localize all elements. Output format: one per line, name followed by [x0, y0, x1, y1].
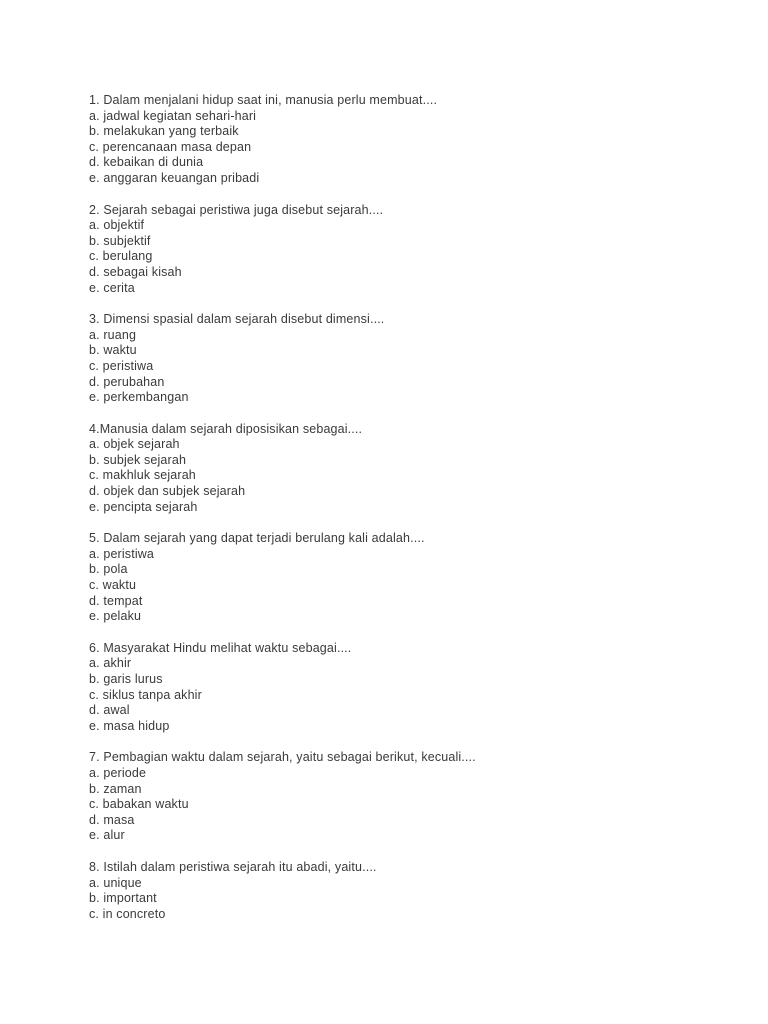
- option-c: c. babakan waktu: [89, 797, 189, 812]
- option-b: b. pola: [89, 562, 128, 577]
- option-d: d. awal: [89, 703, 130, 718]
- option-e: e. anggaran keuangan pribadi: [89, 170, 260, 185]
- option-e: e. pelaku: [89, 609, 142, 624]
- question-5: [89, 531, 729, 625]
- question-text: 6. Masyarakat Hindu melihat waktu sebagai....: [89, 640, 352, 655]
- question-3: [89, 312, 729, 406]
- option-d: d. tempat: [89, 593, 143, 608]
- question-1: [89, 93, 729, 187]
- option-b: b. subjek sejarah: [89, 452, 187, 467]
- option-d: d. sebagai kisah: [89, 264, 182, 279]
- option-b: b. important: [89, 891, 157, 906]
- option-d: d. objek dan subjek sejarah: [89, 484, 246, 499]
- question-text: 4.Manusia dalam sejarah diposisikan sebagai....: [89, 421, 363, 436]
- document-page: [89, 93, 729, 938]
- option-a: a. periode: [89, 765, 147, 780]
- question-text: 7. Pembagian waktu dalam sejarah, yaitu sebagai berikut, kecuali....: [89, 750, 476, 765]
- option-b: b. waktu: [89, 343, 137, 358]
- option-d: d. kebaikan di dunia: [89, 155, 204, 170]
- option-c: c. waktu: [89, 578, 137, 593]
- option-a: a. ruang: [89, 327, 137, 342]
- option-a: a. objek sejarah: [89, 437, 180, 452]
- option-c: c. perencanaan masa depan: [89, 139, 252, 154]
- question-7: [89, 750, 729, 844]
- question-8: [89, 860, 729, 922]
- option-a: a. objektif: [89, 218, 145, 233]
- option-e: e. masa hidup: [89, 718, 170, 733]
- question-4: [89, 422, 729, 516]
- option-a: a. jadwal kegiatan sehari-hari: [89, 108, 257, 123]
- option-c: c. in concreto: [89, 906, 166, 921]
- option-e: e. pencipta sejarah: [89, 499, 198, 514]
- option-c: c. peristiwa: [89, 358, 154, 373]
- option-a: a. peristiwa: [89, 546, 155, 561]
- question-text: 3. Dimensi spasial dalam sejarah disebut dimensi....: [89, 312, 385, 327]
- question-6: [89, 641, 729, 735]
- option-b: b. garis lurus: [89, 672, 163, 686]
- option-d: d. perubahan: [89, 374, 165, 389]
- question-text: 1. Dalam menjalani hidup saat ini, manusia perlu membuat....: [89, 93, 438, 107]
- option-e: e. alur: [89, 828, 125, 843]
- question-text: 5. Dalam sejarah yang dapat terjadi berulang kali adalah....: [89, 531, 425, 546]
- question-text: 8. Istilah dalam peristiwa sejarah itu abadi, yaitu....: [89, 859, 377, 874]
- option-b: b. subjektif: [89, 233, 151, 248]
- option-d: d. masa: [89, 812, 135, 827]
- option-e: e. perkembangan: [89, 390, 189, 405]
- option-e: e. cerita: [89, 280, 135, 295]
- question-2: [89, 203, 729, 297]
- option-c: c. siklus tanpa akhir: [89, 687, 202, 702]
- question-text: 2. Sejarah sebagai peristiwa juga disebut sejarah....: [89, 202, 384, 217]
- option-c: c. makhluk sejarah: [89, 468, 196, 483]
- option-b: b. zaman: [89, 781, 142, 796]
- option-a: a. akhir: [89, 656, 132, 671]
- option-c: c. berulang: [89, 249, 153, 264]
- option-a: a. unique: [89, 875, 142, 890]
- option-b: b. melakukan yang terbaik: [89, 124, 239, 139]
